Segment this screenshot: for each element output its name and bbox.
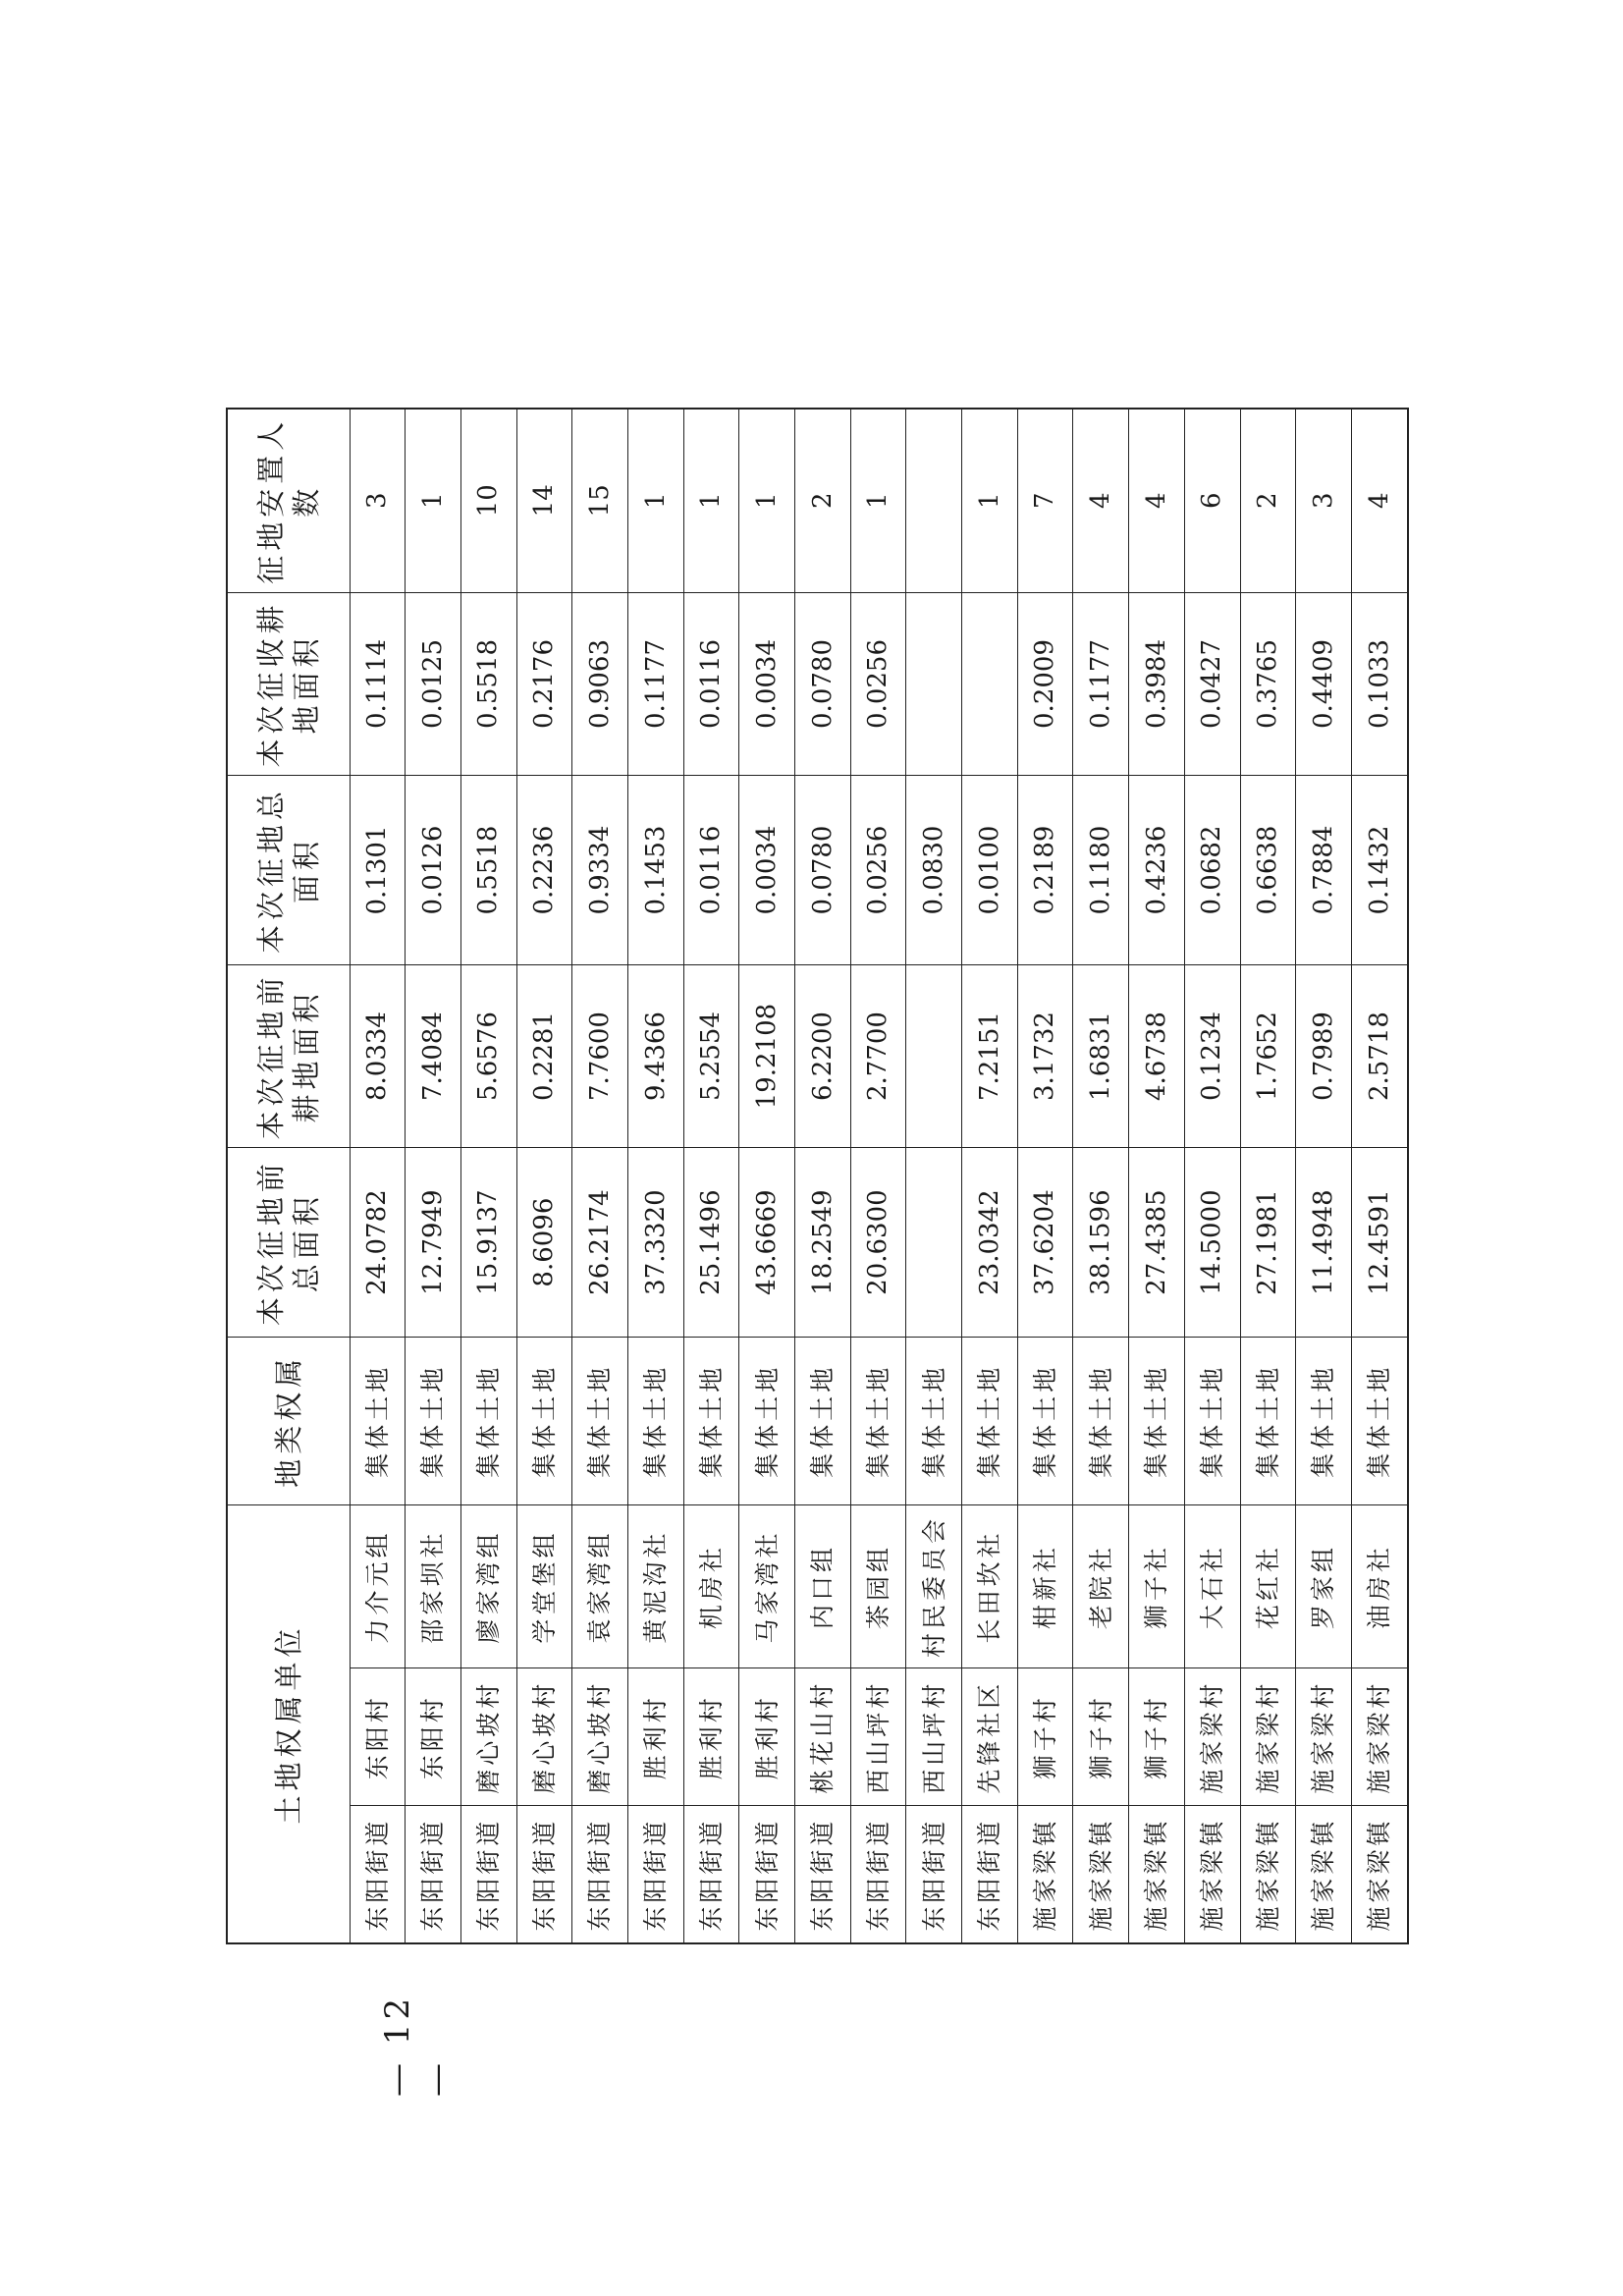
- cell-village: 施家梁村: [1184, 1668, 1240, 1806]
- cell-farm-before: 7.4084: [406, 964, 461, 1148]
- cell-street: 东阳街道: [627, 1806, 683, 1943]
- page-number-container: [378, 1949, 457, 2097]
- cell-village: 施家梁村: [1240, 1668, 1296, 1806]
- cell-farm-before: 0.2281: [516, 964, 572, 1148]
- table-row: [1296, 409, 1352, 1943]
- cell-farm-area: 0.3984: [1129, 592, 1185, 776]
- cell-village: 磨心坡村: [572, 1668, 628, 1806]
- cell-farm-area: [906, 592, 962, 776]
- cell-street: 东阳街道: [906, 1806, 962, 1943]
- cell-village: 磨心坡村: [516, 1668, 572, 1806]
- cell-village: 施家梁村: [1351, 1668, 1408, 1806]
- cell-total-before: [906, 1148, 962, 1337]
- cell-village: 东阳村: [350, 1668, 406, 1806]
- cell-farm-before: 7.2151: [962, 964, 1018, 1148]
- cell-farm-area: 0.1177: [627, 592, 683, 776]
- cell-farm-area: 0.1033: [1351, 592, 1408, 776]
- cell-farm-before: 2.5718: [1351, 964, 1408, 1148]
- cell-ownership: 集体土地: [739, 1337, 795, 1504]
- cell-people: 1: [683, 409, 739, 592]
- cell-people: 3: [1296, 409, 1352, 592]
- cell-total-area: 0.0034: [739, 776, 795, 964]
- cell-farm-before: 9.4366: [627, 964, 683, 1148]
- land-table-rotated: [226, 408, 1409, 1944]
- table-row: [850, 409, 906, 1943]
- cell-street: 东阳街道: [683, 1806, 739, 1943]
- cell-group: 内口组: [795, 1504, 851, 1667]
- cell-farm-before: 1.6831: [1073, 964, 1129, 1148]
- cell-village: 狮子村: [1017, 1668, 1073, 1806]
- cell-total-area: 0.7884: [1296, 776, 1352, 964]
- cell-total-area: 0.6638: [1240, 776, 1296, 964]
- cell-group: 大石社: [1184, 1504, 1240, 1667]
- cell-farm-area: 0.4409: [1296, 592, 1352, 776]
- cell-total-area: 0.1301: [350, 776, 406, 964]
- cell-total-area: 0.0256: [850, 776, 906, 964]
- cell-total-before: 18.2549: [795, 1148, 851, 1337]
- cell-total-before: 25.1496: [683, 1148, 739, 1337]
- cell-people: 6: [1184, 409, 1240, 592]
- cell-ownership: 集体土地: [795, 1337, 851, 1504]
- cell-total-area: 0.1453: [627, 776, 683, 964]
- cell-total-area: 0.0100: [962, 776, 1018, 964]
- cell-farm-area: 0.0116: [683, 592, 739, 776]
- cell-village: 胜利村: [739, 1668, 795, 1806]
- cell-group: 力介元组: [350, 1504, 406, 1667]
- cell-farm-before: 8.0334: [350, 964, 406, 1148]
- cell-group: 罗家组: [1296, 1504, 1352, 1667]
- cell-farm-area: 0.5518: [460, 592, 516, 776]
- cell-people: 4: [1351, 409, 1408, 592]
- cell-total-before: 8.6096: [516, 1148, 572, 1337]
- page-number: — 12 —: [378, 1994, 457, 2097]
- cell-group: 廖家湾组: [460, 1504, 516, 1667]
- cell-farm-area: 0.1114: [350, 592, 406, 776]
- cell-people: 1: [962, 409, 1018, 592]
- header-total-area: 本次征地总面积: [227, 776, 350, 964]
- cell-group: 马家湾社: [739, 1504, 795, 1667]
- cell-farm-before: 5.6576: [460, 964, 516, 1148]
- header-unit: 土地权属单位: [227, 1504, 350, 1943]
- cell-total-before: 26.2174: [572, 1148, 628, 1337]
- cell-farm-before: [906, 964, 962, 1148]
- cell-total-before: 38.1596: [1073, 1148, 1129, 1337]
- cell-people: 14: [516, 409, 572, 592]
- cell-ownership: 集体土地: [962, 1337, 1018, 1504]
- cell-street: 施家梁镇: [1240, 1806, 1296, 1943]
- cell-people: 4: [1129, 409, 1185, 592]
- cell-farm-area: 0.0780: [795, 592, 851, 776]
- cell-street: 东阳街道: [739, 1806, 795, 1943]
- cell-ownership: 集体土地: [1017, 1337, 1073, 1504]
- cell-farm-before: 19.2108: [739, 964, 795, 1148]
- table-row: [906, 409, 962, 1943]
- cell-farm-area: 0.0256: [850, 592, 906, 776]
- cell-farm-before: 4.6738: [1129, 964, 1185, 1148]
- cell-group: 村民委员会: [906, 1504, 962, 1667]
- cell-street: 施家梁镇: [1017, 1806, 1073, 1943]
- cell-village: 磨心坡村: [460, 1668, 516, 1806]
- cell-group: 老院社: [1073, 1504, 1129, 1667]
- cell-people: 2: [795, 409, 851, 592]
- cell-total-area: 0.0830: [906, 776, 962, 964]
- table-row: [572, 409, 628, 1943]
- cell-street: 施家梁镇: [1073, 1806, 1129, 1943]
- cell-people: [906, 409, 962, 592]
- cell-group: 邵家坝社: [406, 1504, 461, 1667]
- cell-total-area: 0.2236: [516, 776, 572, 964]
- header-total-before: 本次征地前总面积: [227, 1148, 350, 1337]
- cell-farm-area: 0.2176: [516, 592, 572, 776]
- cell-total-before: 14.5000: [1184, 1148, 1240, 1337]
- table-row: [962, 409, 1018, 1943]
- cell-village: 西山坪村: [850, 1668, 906, 1806]
- cell-street: 施家梁镇: [1296, 1806, 1352, 1943]
- cell-farm-before: 2.7700: [850, 964, 906, 1148]
- cell-total-area: 0.0126: [406, 776, 461, 964]
- cell-street: 施家梁镇: [1351, 1806, 1408, 1943]
- cell-farm-before: 7.7600: [572, 964, 628, 1148]
- cell-village: 桃花山村: [795, 1668, 851, 1806]
- cell-village: 胜利村: [627, 1668, 683, 1806]
- cell-total-before: 37.3320: [627, 1148, 683, 1337]
- cell-street: 东阳街道: [795, 1806, 851, 1943]
- cell-people: 1: [739, 409, 795, 592]
- cell-village: 施家梁村: [1296, 1668, 1352, 1806]
- cell-people: 15: [572, 409, 628, 592]
- cell-ownership: 集体土地: [406, 1337, 461, 1504]
- cell-total-area: 0.1432: [1351, 776, 1408, 964]
- cell-street: 施家梁镇: [1184, 1806, 1240, 1943]
- cell-ownership: 集体土地: [1296, 1337, 1352, 1504]
- cell-total-before: 12.4591: [1351, 1148, 1408, 1337]
- table-row: [350, 409, 406, 1943]
- rotated-table-container: [226, 408, 1409, 1944]
- cell-street: 东阳街道: [572, 1806, 628, 1943]
- cell-ownership: 集体土地: [627, 1337, 683, 1504]
- cell-ownership: 集体土地: [1351, 1337, 1408, 1504]
- header-farm-area: 本次征收耕地面积: [227, 592, 350, 776]
- cell-group: 茶园组: [850, 1504, 906, 1667]
- cell-village: 先锋社区: [962, 1668, 1018, 1806]
- cell-total-area: 0.9334: [572, 776, 628, 964]
- cell-ownership: 集体土地: [906, 1337, 962, 1504]
- cell-farm-before: 1.7652: [1240, 964, 1296, 1148]
- cell-total-before: 23.0342: [962, 1148, 1018, 1337]
- cell-street: 东阳街道: [516, 1806, 572, 1943]
- cell-group: 狮子社: [1129, 1504, 1185, 1667]
- cell-street: 东阳街道: [850, 1806, 906, 1943]
- cell-village: 东阳村: [406, 1668, 461, 1806]
- cell-village: 狮子村: [1073, 1668, 1129, 1806]
- table-body: [350, 409, 1408, 1943]
- cell-total-area: 0.0116: [683, 776, 739, 964]
- cell-ownership: 集体土地: [350, 1337, 406, 1504]
- land-acquisition-table: [226, 408, 1409, 1944]
- cell-farm-area: 0.0125: [406, 592, 461, 776]
- cell-farm-before: 5.2554: [683, 964, 739, 1148]
- cell-group: 袁家湾组: [572, 1504, 628, 1667]
- cell-farm-before: 6.2200: [795, 964, 851, 1148]
- cell-people: 1: [850, 409, 906, 592]
- cell-village: 西山坪村: [906, 1668, 962, 1806]
- table-row: [795, 409, 851, 1943]
- cell-farm-area: 0.3765: [1240, 592, 1296, 776]
- header-ownership: 地类权属: [227, 1337, 350, 1504]
- cell-group: 长田坎社: [962, 1504, 1018, 1667]
- cell-people: 10: [460, 409, 516, 592]
- cell-people: 1: [406, 409, 461, 592]
- cell-farm-before: 0.7989: [1296, 964, 1352, 1148]
- table-row: [1184, 409, 1240, 1943]
- table-row: [739, 409, 795, 1943]
- cell-village: 胜利村: [683, 1668, 739, 1806]
- cell-farm-area: [962, 592, 1018, 776]
- header-farm-before: 本次征地前耕地面积: [227, 964, 350, 1148]
- table-row: [1351, 409, 1408, 1943]
- table-row: [1017, 409, 1073, 1943]
- cell-ownership: 集体土地: [460, 1337, 516, 1504]
- cell-total-before: 43.6669: [739, 1148, 795, 1337]
- cell-farm-area: 0.9063: [572, 592, 628, 776]
- cell-street: 东阳街道: [350, 1806, 406, 1943]
- cell-ownership: 集体土地: [516, 1337, 572, 1504]
- cell-ownership: 集体土地: [850, 1337, 906, 1504]
- table-row: [460, 409, 516, 1943]
- cell-total-before: 20.6300: [850, 1148, 906, 1337]
- cell-street: 东阳街道: [460, 1806, 516, 1943]
- cell-total-area: 0.0780: [795, 776, 851, 964]
- cell-street: 东阳街道: [962, 1806, 1018, 1943]
- table-row: [406, 409, 461, 1943]
- table-row: [683, 409, 739, 1943]
- cell-total-area: 0.1180: [1073, 776, 1129, 964]
- cell-total-before: 27.1981: [1240, 1148, 1296, 1337]
- table-row: [627, 409, 683, 1943]
- cell-total-before: 27.4385: [1129, 1148, 1185, 1337]
- cell-farm-area: 0.0427: [1184, 592, 1240, 776]
- cell-group: 柑新社: [1017, 1504, 1073, 1667]
- cell-group: 油房社: [1351, 1504, 1408, 1667]
- table-row: [1240, 409, 1296, 1943]
- cell-group: 花红社: [1240, 1504, 1296, 1667]
- cell-farm-area: 0.2009: [1017, 592, 1073, 776]
- cell-total-before: 12.7949: [406, 1148, 461, 1337]
- cell-village: 狮子村: [1129, 1668, 1185, 1806]
- table-row: [1073, 409, 1129, 1943]
- cell-street: 东阳街道: [406, 1806, 461, 1943]
- cell-farm-area: 0.1177: [1073, 592, 1129, 776]
- cell-ownership: 集体土地: [1073, 1337, 1129, 1504]
- table-row: [516, 409, 572, 1943]
- cell-total-before: 37.6204: [1017, 1148, 1073, 1337]
- cell-total-before: 15.9137: [460, 1148, 516, 1337]
- cell-total-area: 0.5518: [460, 776, 516, 964]
- cell-people: 1: [627, 409, 683, 592]
- cell-people: 2: [1240, 409, 1296, 592]
- cell-ownership: 集体土地: [1184, 1337, 1240, 1504]
- cell-total-before: 24.0782: [350, 1148, 406, 1337]
- cell-farm-before: 0.1234: [1184, 964, 1240, 1148]
- cell-farm-before: 3.1732: [1017, 964, 1073, 1148]
- cell-group: 机房社: [683, 1504, 739, 1667]
- cell-farm-area: 0.0034: [739, 592, 795, 776]
- cell-people: 4: [1073, 409, 1129, 592]
- cell-ownership: 集体土地: [572, 1337, 628, 1504]
- cell-ownership: 集体土地: [1129, 1337, 1185, 1504]
- cell-people: 3: [350, 409, 406, 592]
- cell-group: 学堂堡组: [516, 1504, 572, 1667]
- cell-group: 黄泥沟社: [627, 1504, 683, 1667]
- table-row: [1129, 409, 1185, 1943]
- cell-total-area: 0.0682: [1184, 776, 1240, 964]
- cell-people: 7: [1017, 409, 1073, 592]
- cell-total-before: 11.4948: [1296, 1148, 1352, 1337]
- cell-total-area: 0.4236: [1129, 776, 1185, 964]
- cell-street: 施家梁镇: [1129, 1806, 1185, 1943]
- cell-ownership: 集体土地: [683, 1337, 739, 1504]
- header-row: [227, 409, 350, 1943]
- cell-ownership: 集体土地: [1240, 1337, 1296, 1504]
- header-people: 征地安置人数: [227, 409, 350, 592]
- cell-total-area: 0.2189: [1017, 776, 1073, 964]
